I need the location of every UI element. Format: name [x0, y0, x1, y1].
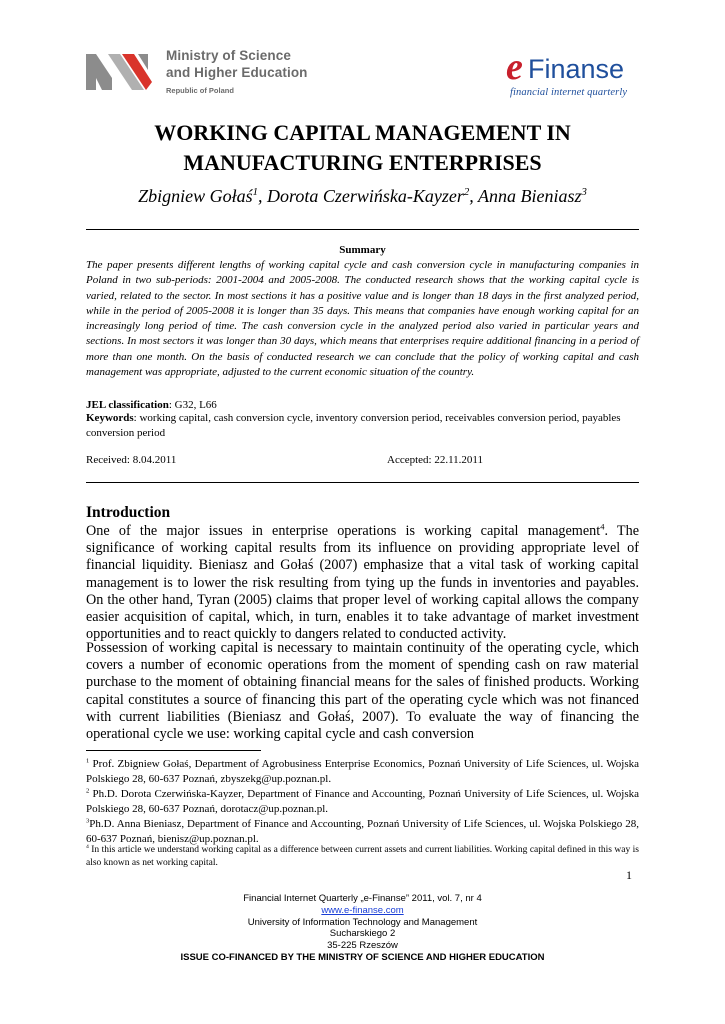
- title-line-2: MANUFACTURING ENTERPRISES: [183, 150, 542, 175]
- author-name: Zbigniew Gołaś: [138, 186, 253, 206]
- footnote: $^2$ Ph.D. Dorota Czerwińska-Kayzer, Department of Finance and Accounting, Poznań University of Life Sciences, ul. Wojska Polskiego 28, 60-637 Poznań, dorotacz@up.poznan.pl.: [86, 787, 639, 815]
- footer-city: 35-225 Rzeszów: [327, 940, 398, 952]
- received-date: Received: 8.04.2011: [86, 454, 177, 466]
- divider: [86, 482, 639, 483]
- footnote: $^3$Ph.D. Anna Bieniasz, Department of Finance and Accounting, Poznań University of Life Sciences, ul. Wojska Polskiego 28, 60-637 Poznań, bienisz@up.poznan.pl.: [86, 817, 639, 845]
- keywords-label: Keywords: [86, 412, 134, 424]
- author-list: Zbigniew Gołaś$^1$, Dorota Czerwińska-Kayzer$^2$, Anna Bieniasz$^3$: [138, 186, 587, 206]
- jel-label: JEL classification: [86, 399, 169, 411]
- efinanse-logo-e: e: [506, 46, 523, 88]
- footnote: $^1$ Prof. Zbigniew Gołaś, Department of Agrobusiness Enterprise Economics, Poznań University of Life Sciences, ul. Wojska Polskiego 28, 60-637 Poznań, zbyszekg@up.poznan.pl.: [86, 757, 639, 785]
- summary-heading: Summary: [339, 244, 386, 256]
- accepted-date: Accepted: 22.11.2011: [387, 454, 484, 466]
- footnote-number: 1: [86, 757, 90, 765]
- jel-value: : G32, L66: [168, 399, 217, 411]
- author-ref: 2: [463, 186, 470, 198]
- ministry-country: Republic of Poland: [166, 86, 234, 95]
- summary-text: The paper presents different lengths of working capital cycle and cash conversion cycle in manufacturing companies in Poland in two sub-periods: 2001-2004 and 2005-2008. The conducted research shows that the working capital cycle is varied, related to the sector. In most sections it has a positive value and is longer than 18 days in the first analyzed period, while in the period of 2005-2008 it is longer than 35 days. This means that companies have enough working capital for an increasingly long period of time. The cash conversion cycle in the analyzed period also varied in particular years and sections. In most sectors it was longer than 30 days, which means that enterprises require additional financing in a period of more than one month. On the basis of conducted research we can conclude that the policy of working capital and cash management was appropriate, adjusted to the current economic situation of the country.: [86, 259, 639, 379]
- footer-cofinanced: ISSUE CO-FINANCED BY THE MINISTRY OF SCIENCE AND HIGHER EDUCATION: [180, 951, 545, 963]
- efinanse-tagline: financial internet quarterly: [510, 87, 628, 98]
- author-name: Anna Bieniasz: [477, 186, 582, 206]
- ministry-name-line2: and Higher Education: [166, 65, 308, 80]
- body-paragraph: One of the major issues in enterprise operations is working capital management$^4$. The significance of working capital results from its influence on providing appropriate level of financial liquidity. Bieniasz and Gołaś (2007) emphasize that a vital task of working capital management is to lower the risk resulting from tying up the funds in inventories and payables. On the other hand, Tyran (2005) claims that proper level of working capital allows the company easier acquisition of capital, which, in turn, enables it to take advantage of market investment opportunities and to react quickly to dangers related to conducted activity.: [86, 521, 639, 643]
- footer-website-link[interactable]: www.e-finanse.com: [321, 904, 404, 916]
- keywords: [86, 411, 639, 441]
- ministry-name-line1: Ministry of Science: [166, 48, 291, 63]
- footnote-number: 4: [86, 843, 89, 850]
- author-name: Dorota Czerwińska-Kayzer: [267, 186, 464, 206]
- body-paragraph: Possession of working capital is necessary to maintain continuity of the operating cycle, which covers a number of economic operations from the moment of spending cash on raw material purchase to the moment of obtaining financial means for the sales of finished products. Working capital constitutes a source of financing this part of the operating cycle which was not financed with current liabilities (Bieniasz and Gołaś, 2007). To evaluate the way of financing the operational cycle we use: working capital cycle and cash conversion: [86, 640, 639, 743]
- section-heading-introduction: Introduction: [86, 504, 171, 521]
- author-ref: 3: [581, 186, 587, 198]
- footnote-separator: [86, 750, 261, 751]
- divider: [86, 229, 639, 230]
- paper-title: [40, 118, 685, 178]
- efinanse-logo: [506, 46, 640, 100]
- footnote: $^4$ In this article we understand working capital as a difference between current assets and current liabilities. Working capital defined in this way is also known as net working capital.: [86, 843, 639, 868]
- footer-journal: Financial Internet Quarterly „e-Finanse” 2011, vol. 7, nr 4: [243, 893, 482, 904]
- page-number: 1: [626, 868, 632, 882]
- footer-street: Sucharskiego 2: [329, 928, 396, 940]
- footnote-number: 3: [86, 817, 90, 825]
- keywords-value: : working capital, cash conversion cycle, inventory conversion period, receivables conversion period, payables conversion period: [86, 412, 621, 439]
- efinanse-logo-word: Finanse: [528, 54, 625, 84]
- journal-footer: [86, 893, 639, 964]
- author-ref: 1: [252, 186, 259, 198]
- ministry-logo: [86, 44, 326, 100]
- footer-university: University of Information Technology and Management: [247, 916, 478, 928]
- footnote-number: 2: [86, 787, 90, 795]
- title-line-1: WORKING CAPITAL MANAGEMENT IN: [154, 120, 571, 145]
- ministry-emblem-icon: [86, 52, 152, 90]
- footnote-ref[interactable]: 4: [600, 521, 605, 532]
